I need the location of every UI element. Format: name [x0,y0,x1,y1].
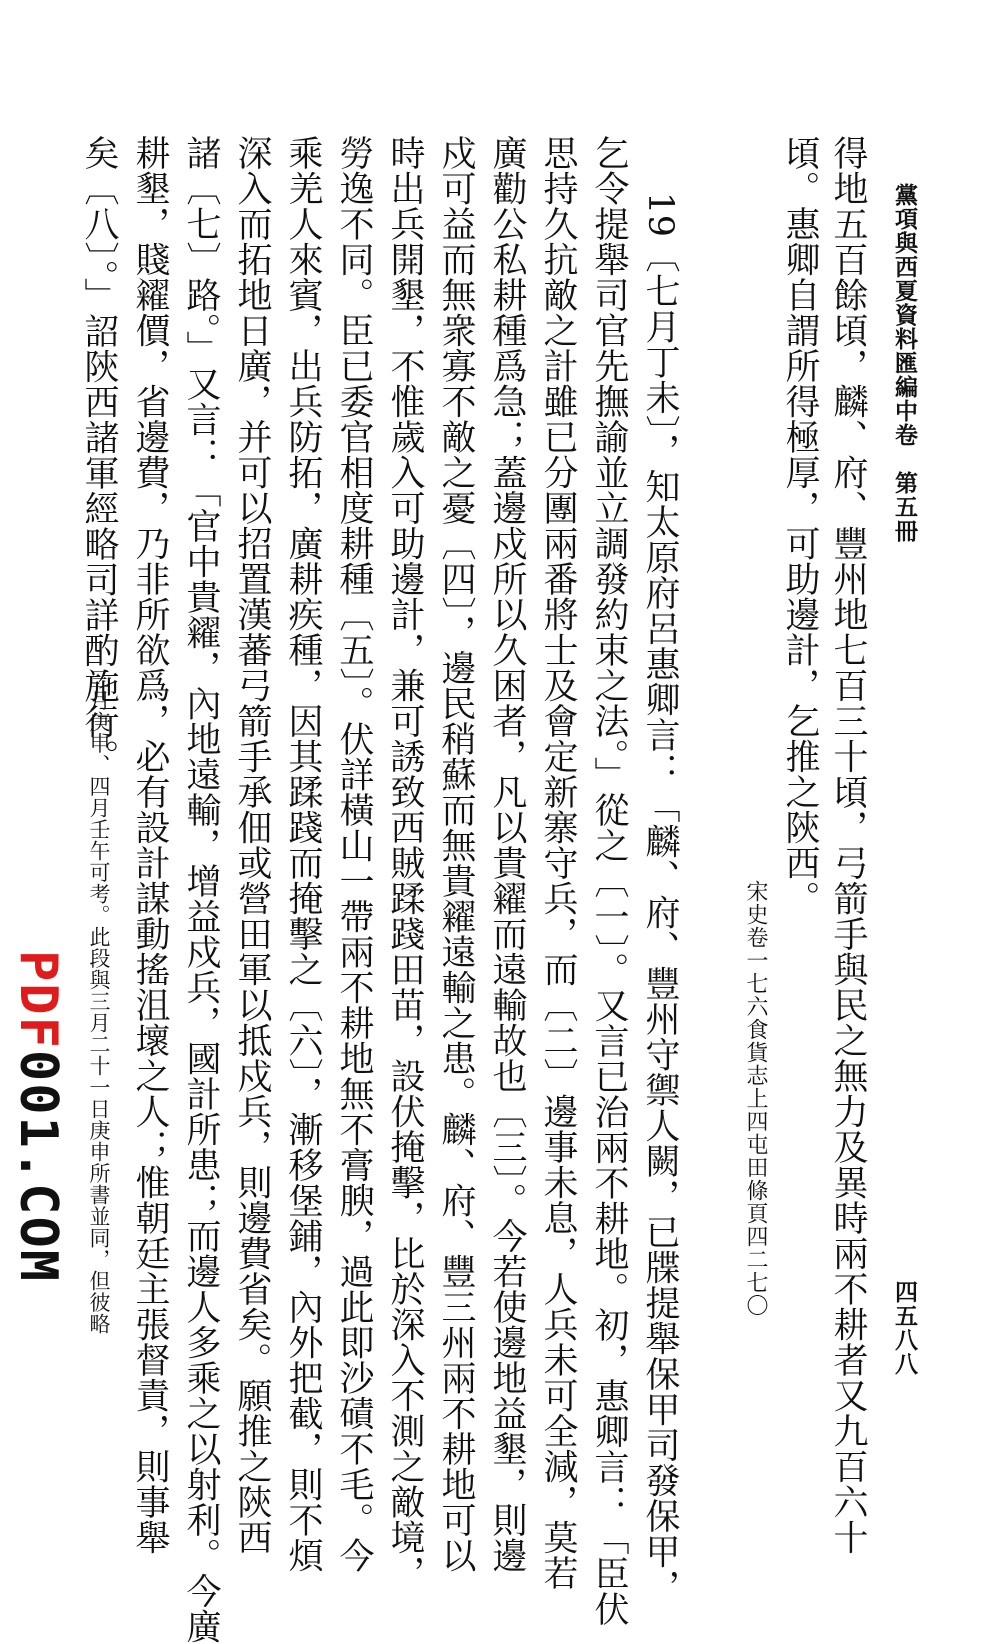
text-column-6: 廣勸公私耕種爲急；蓋邊戍所以久困者，凡以貴糴而遠輸故也〔三〕。今若使邊地益墾，則邊 [487,135,527,1573]
text-column-14: 矣〔八〕。」詔陝西諸軍經略司詳酌施行。 [79,135,119,775]
text-column-5: 思持久抗敵之計雖已分團兩番將士及會定新寨守兵，而〔二〕邊事未息，人兵未可全減，莫若 [538,135,578,1591]
text-column-4: 乞令提舉司官先撫諭並立調發約束之法。」從之〔一〕。又言已治兩不耕地。初，惠卿言：「臣伏 [589,135,629,1627]
text-column-12: 諸〔七〕路。」又言：「官中貴糴，內地遠輸，增益戍兵，國計所患；而邊人多乘之以射利。今廣 [181,135,221,1644]
page-number: 四五八八 [891,1280,918,1376]
text-column-1: 得地五百餘頃，麟、府、豐州地七百三十頃，弓箭手與民之無力及異時兩不耕者又九百六十 [828,135,868,1555]
running-header-title: 黨項與西夏資料匯編中卷 第五冊 [891,183,918,543]
text-column-8: 時出兵開墾，不惟歲入可助邊計，兼可誘致西賊蹂踐田苗，設伏掩擊，比於深入不測之敵境， [385,135,425,1591]
watermark-part2: 001.COM [8,1049,68,1284]
text-column-3: 19〔七月丁未〕，知太原府呂惠卿言：「麟、府、豐州守禦人闕，已牒提舉保甲司發保甲， [640,192,680,1605]
text-column-7: 戍可益而無衆寡不敵之憂〔四〕，邊民稍蘇而無貴糴遠輸之患。麟、府、豐三州兩不耕地可以 [436,135,476,1573]
text-column-2: 頃。惠卿自謂所得極厚，可助邊計，乞推之陝西。 [780,135,820,916]
footnote-text: 三月庚申、四月壬午可考。此段與三月二十一日庚申所書並同，但彼略 [87,668,111,1335]
text-column-13: 耕墾，賤糴價，省邊費，乃非所欲爲，必有設計謀動搖沮壞之人；惟朝廷主張督責，則事舉 [130,135,170,1555]
text-column-9: 勞逸不同。臣已委官相度耕種〔五〕。伏詳橫山一帶兩不耕地無不膏腴，過此即沙磧不毛。今 [334,135,374,1573]
source-citation: 宋史卷一七六食貨志上四屯田條頁四二七〇 [743,880,768,1317]
text-column-10: 乘羌人來賓，出兵防拓，廣耕疾種，因其蹂踐而掩擊之〔六〕，漸移堡鋪，內外把截，則不煩 [283,135,323,1573]
watermark-part1: PDF [8,950,68,1050]
watermark [8,950,68,1283]
text-column-11: 深入而拓地日廣，并可以招置漢蕃弓箭手承佃或營田軍以抵戍兵，則邊費省矣。願推之陝西 [232,135,272,1555]
